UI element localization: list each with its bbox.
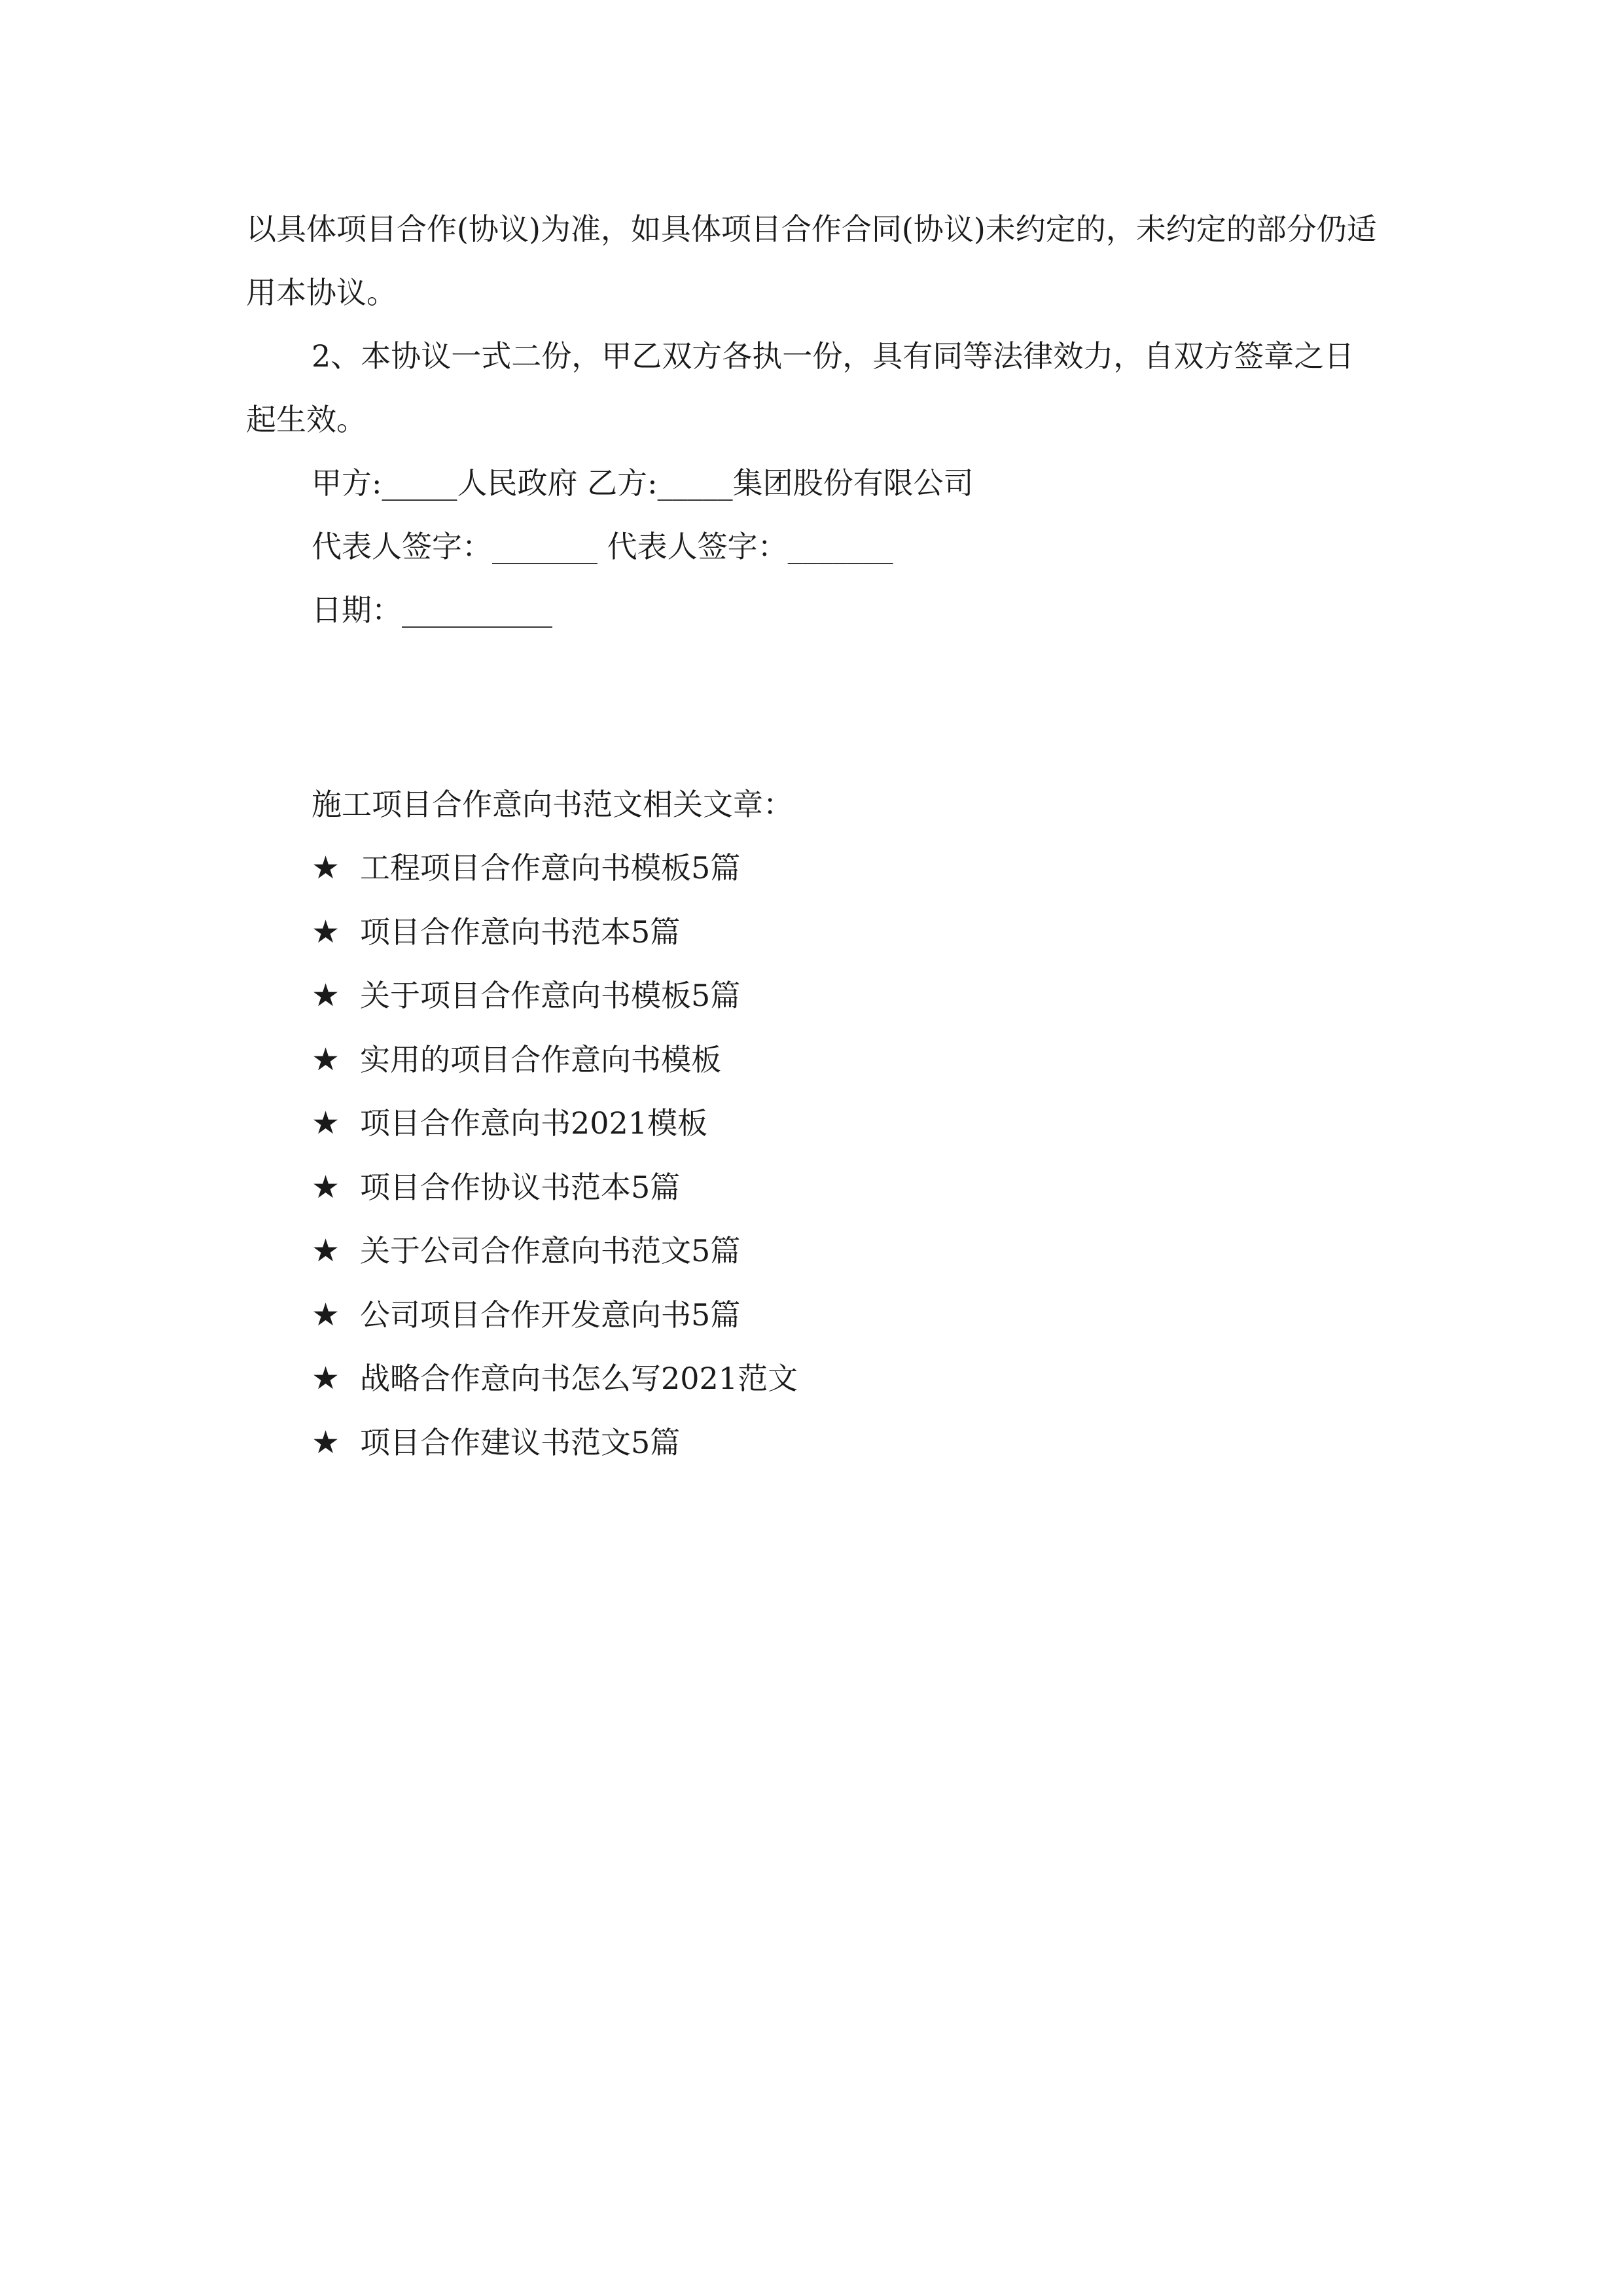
related-article-title: 项目合作意向书2021模板: [360, 1105, 708, 1141]
star-icon: ★: [312, 1105, 340, 1141]
star-icon: ★: [312, 1296, 340, 1333]
related-article-link[interactable]: [312, 836, 798, 901]
agreement-clause-2: 2、本协议一式二份，甲乙双方各执一份，具有同等法律效力，自双方签章之日起生效。: [246, 338, 1355, 437]
related-articles-list: [312, 836, 798, 1475]
related-article-link[interactable]: [312, 1283, 798, 1348]
related-article-title: 工程项目合作意向书模板5篇: [360, 850, 741, 886]
signature-representatives-line: 代表人签字：_______ 代表人签字：_______: [312, 529, 893, 564]
star-icon: ★: [312, 1232, 340, 1269]
related-article-title: 项目合作建议书范文5篇: [360, 1424, 681, 1460]
related-article-link[interactable]: [312, 1092, 798, 1156]
star-icon: ★: [312, 977, 340, 1014]
related-article-link[interactable]: [312, 1411, 798, 1475]
star-icon: ★: [312, 1168, 340, 1206]
related-article-title: 项目合作协议书范本5篇: [360, 1169, 681, 1205]
star-icon: ★: [312, 850, 340, 886]
related-article-link[interactable]: [312, 1028, 798, 1092]
related-article-link[interactable]: [312, 1347, 798, 1411]
related-article-title: 战略合作意向书怎么写2021范文: [360, 1361, 798, 1396]
signature-date-line: 日期：__________: [312, 592, 552, 628]
related-article-title: 实用的项目合作意向书模板: [360, 1041, 721, 1077]
related-article-title: 项目合作意向书范本5篇: [360, 914, 681, 950]
related-article-link[interactable]: [312, 901, 798, 965]
star-icon: ★: [312, 1041, 340, 1078]
related-article-title: 公司项目合作开发意向书5篇: [360, 1297, 741, 1333]
related-article-title: 关于项目合作意向书模板5篇: [360, 978, 741, 1013]
related-article-link[interactable]: [312, 1156, 798, 1220]
star-icon: ★: [312, 1424, 340, 1461]
related-article-link[interactable]: [312, 964, 798, 1028]
related-article-link[interactable]: [312, 1219, 798, 1283]
related-article-title: 关于公司合作意向书范文5篇: [360, 1233, 741, 1268]
signature-parties-line: 甲方:_____人民政府 乙方:_____集团股份有限公司: [312, 465, 974, 501]
related-articles-title: 施工项目合作意向书范文相关文章：: [312, 787, 793, 822]
agreement-clause-continuation: 以具体项目合作(协议)为准，如具体项目合作合同(协议)未约定的，未约定的部分仍适用本协议。: [246, 211, 1377, 310]
star-icon: ★: [312, 913, 340, 950]
star-icon: ★: [312, 1360, 340, 1397]
